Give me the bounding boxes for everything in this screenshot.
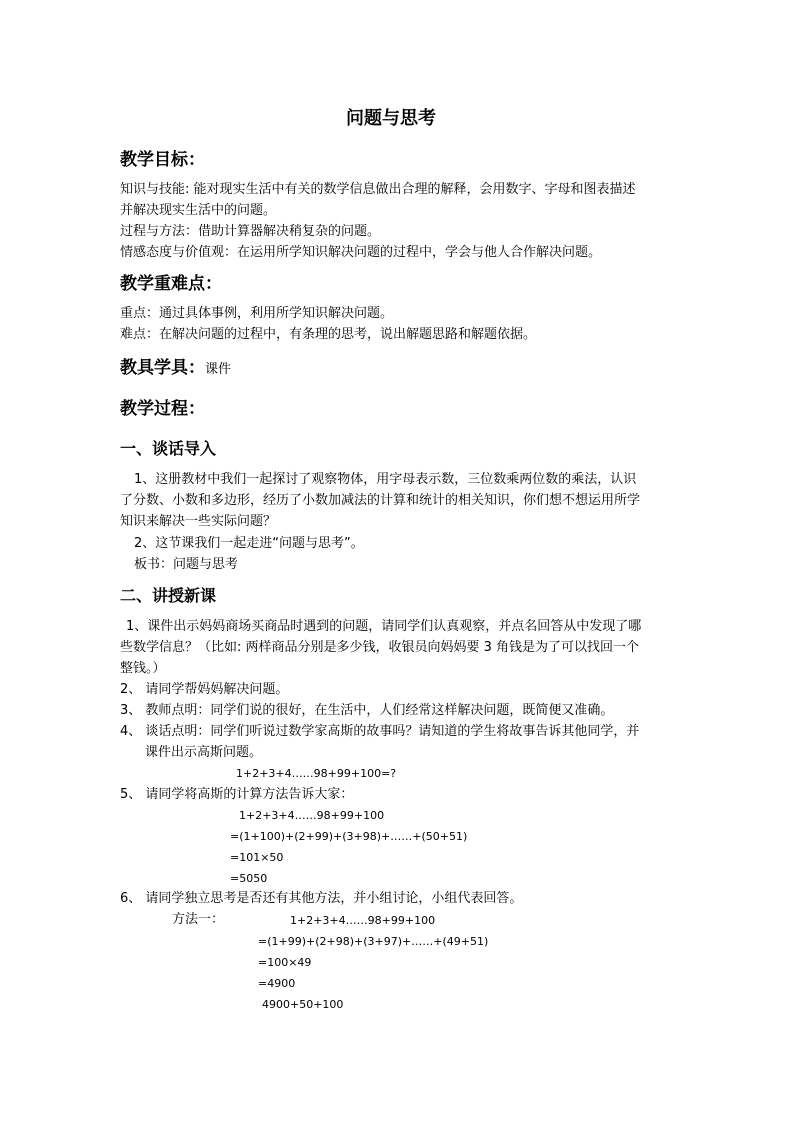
section2-item-line: 些数学信息？（比如: 两样商品分别是多少钱，收银员向妈妈要 3 角钱是为了可以找回一个 xyxy=(120,640,640,655)
method-equation-line: =100×49 xyxy=(258,956,312,969)
equation-line: =(1+100)+(2+99)+(3+98)+……+(50+51) xyxy=(230,830,468,843)
objectives-line: 过程与方法：借助计算器解决稍复杂的问题。 xyxy=(120,224,381,239)
tools-heading-label: 教具学具： xyxy=(120,358,205,378)
objectives-line: 知识与技能: 能对现实生活中有关的数学信息做出合理的解释，会用数字、字母和图表描述 xyxy=(120,182,636,197)
method-equation-line: 4900+50+100 xyxy=(262,998,344,1011)
section1-paragraph-line: 了分数、小数和多边形，经历了小数加减法的计算和统计的相关知识，你们想不想运用所学 xyxy=(120,493,641,508)
equation-line: =5050 xyxy=(230,872,268,885)
section1-paragraph-line: 1、这册教材中我们一起探讨了观察物体，用字母表示数，三位数乘两位数的乘法，认识 xyxy=(134,472,637,487)
gauss-problem-equation: 1+2+3+4……98+99+100=? xyxy=(236,767,397,780)
tools-heading xyxy=(120,356,231,382)
section1-paragraph-line: 知识来解决一些实际问题？ xyxy=(120,514,277,529)
section2-heading: 二、讲授新课 xyxy=(120,586,217,605)
tools-value: 课件 xyxy=(205,362,232,377)
method-equation-line: 1+2+3+4……98+99+100 xyxy=(290,914,436,927)
key-points-line: 重点：通过具体事例，利用所学知识解决问题。 xyxy=(120,306,394,321)
method-equation-line: =4900 xyxy=(258,977,296,990)
objectives-heading: 教学目标： xyxy=(120,150,205,170)
section2-item-line: 4、 谈话点明：同学们听说过数学家高斯的故事吗？请知道的学生将故事告诉其他同学，并 xyxy=(120,724,640,739)
blackboard-note: 板书：问题与思考 xyxy=(134,557,239,572)
section2-item-line: 课件出示高斯问题。 xyxy=(145,745,263,760)
section2-item: 6、 请同学独立思考是否还有其他方法，并小组讨论，小组代表回答。 xyxy=(120,891,523,906)
key-points-line: 难点：在解决问题的过程中，有条理的思考，说出解题思路和解题依据。 xyxy=(120,327,537,342)
section2-item: 5、 请同学将高斯的计算方法告诉大家： xyxy=(120,787,354,802)
section2-item-line: 1、课件出示妈妈商场买商品时遇到的问题，请同学们认真观察，并点名回答从中发现了哪 xyxy=(126,619,642,634)
key-points-heading: 教学重难点： xyxy=(120,274,222,294)
process-heading: 教学过程： xyxy=(120,399,205,419)
section1-heading: 一、谈话导入 xyxy=(120,439,217,458)
method-label: 方法一： xyxy=(172,912,225,927)
equation-line: 1+2+3+4……98+99+100 xyxy=(239,809,385,822)
method-equation-line: =(1+99)+(2+98)+(3+97)+……+(49+51) xyxy=(258,935,489,948)
section2-item: 3、 教师点明：同学们说的很好，在生活中，人们经常这样解决问题，既简便又准确。 xyxy=(120,703,614,718)
objectives-line: 并解决现实生活中的问题。 xyxy=(120,203,277,218)
page-title: 问题与思考 xyxy=(346,108,436,129)
section2-item-line: 整钱。） xyxy=(120,661,166,676)
equation-line: =101×50 xyxy=(230,851,284,864)
section2-item: 2、 请同学帮妈妈解决问题。 xyxy=(120,682,289,697)
section1-paragraph: 2、这节课我们一起走进“问题与思考”。 xyxy=(134,536,364,551)
objectives-line: 情感态度与价值观：在运用所学知识解决问题的过程中，学会与他人合作解决问题。 xyxy=(120,245,602,260)
